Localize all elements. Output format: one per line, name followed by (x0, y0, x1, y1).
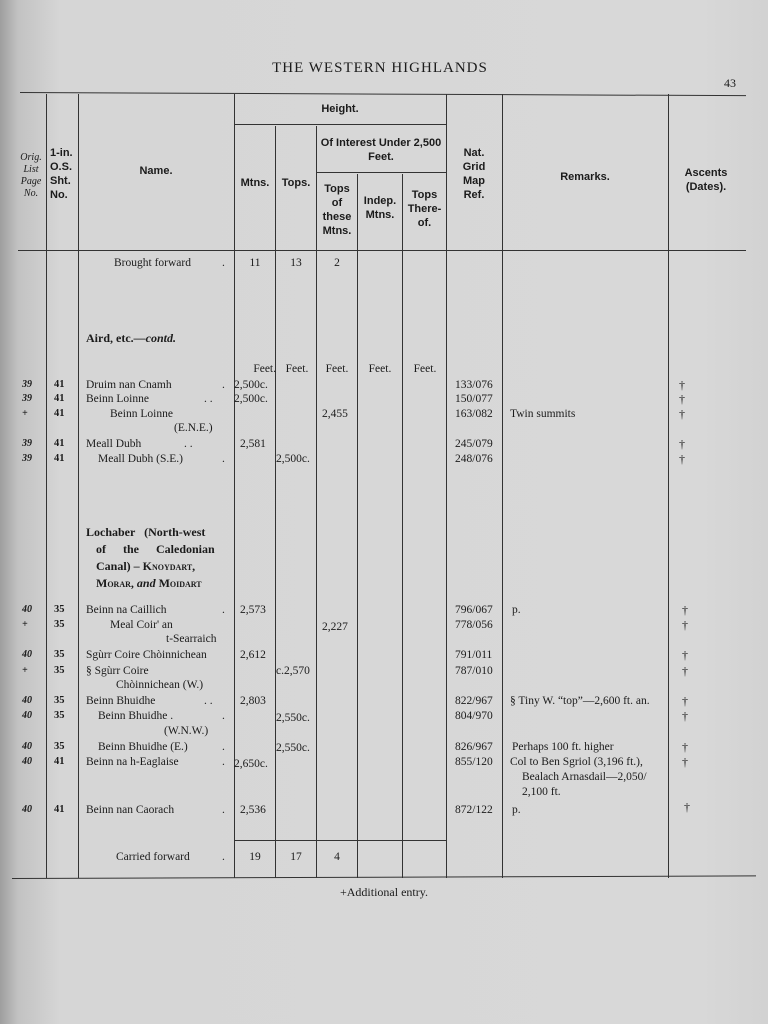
header-tops-thereof: Tops There- of. (407, 189, 442, 229)
brought-forward-label: Brought forward (114, 257, 191, 269)
header-orig-list: Orig. List Page No. (20, 152, 42, 199)
header-name: Name. (139, 165, 173, 177)
unit-label-thereof: Feet. (413, 363, 437, 375)
header-remarks: Remarks. (560, 171, 610, 183)
book-page: THE WESTERN HIGHLANDS 43 Orig. List Page No. 1-in. O.S. Sht. No. Name. Height. Mtns. Tops. Of Interest Under 2,500 Feet. Tops of these Mtns. Indep. Mtns. Tops There- of. Nat. Grid Map Ref. Remarks. Ascents (Dates). Brought forward . 11 13 2 Aird, etc.—contd. Feet. Feet. Feet. Feet. Feet. 39 41 Druim nan Cnamh . 2,500c. 133/076 † 39 41 Beinn Loinne . . 2,500c. 150/077 † + 41 Beinn Loinne (E.N.E.) 2,455 163/082 Twin summits † 39 41 Meall Dubh . . 2,581 245/079 † 39 41 Meall Dubh (S.E.) . 2,500c. 248/076 † Lochaber (North-west of the Caledonian Canal) – Knoydart, Morar, and Moidart 40 35 Beinn na Caillich . 2,573 796/067 p. † + 35 Meal Coir' an t-Searraich 2,227 778/056 † 40 35 Sgùrr Coire Chòinnichean 2,612 791/011 † + 35 § Sgùrr Coire Chòinnichean (W.) c.2,570 787/010 † 40 35 Beinn Bhuidhe . . 2,803 822/967 § Tiny W. “top”—2,600 ft. an. † 40 35 Beinn Bhuidhe . . (W.N.W.) 2,550c. 804/970 † 40 35 Beinn Bhuidhe (E.) . 2,550c. 826/967 Perhaps 100 ft. higher † 40 41 Beinn na h-Eaglaise . 2,650c. 855/120 Col to Ben Sgriol (3,196 ft.), Bealach Arnasdail—2,050/ 2,100 ft. † 40 41 Beinn nan Caorach . 2,536 872/122 p. † Carried forward . 19 17 4 +Additional entry. (0, 0, 768, 1024)
col-rule-orig (46, 94, 47, 878)
footnote: +Additional entry. (340, 885, 428, 899)
carried-forward-tops: 17 (290, 851, 302, 863)
table-top-rule (20, 92, 746, 96)
col-rule-ref (502, 94, 503, 878)
page-number: 43 (724, 76, 736, 90)
page-title: THE WESTERN HIGHLANDS (272, 60, 488, 76)
col-rule-tops (316, 126, 317, 878)
unit-label-indep: Feet. (368, 363, 392, 375)
table-bottom-rule (12, 875, 756, 879)
carried-forward-dot: . (222, 851, 225, 863)
unit-label-tops: Feet. (285, 363, 309, 375)
col-rule-topsof (357, 174, 358, 878)
header-height: Height. (321, 103, 359, 115)
carried-forward-mtns: 19 (249, 851, 261, 863)
brought-forward-mtns: 11 (249, 257, 261, 269)
interest-header-rule (316, 172, 446, 173)
header-mtns: Mtns. (240, 177, 270, 189)
unit-label-mtns: Feet. (253, 363, 276, 375)
brought-forward-dot: . (222, 257, 225, 269)
header-grid-ref: Nat. Grid Map Ref. (462, 147, 486, 201)
brought-forward-tops-of: 2 (334, 257, 340, 269)
col-rule-indep (402, 174, 403, 878)
section-heading-lochaber: Lochaber (North-west of the Caledonian Canal) – Knoydart, Morar, and Moidart (86, 525, 215, 590)
col-rule-sht (78, 94, 79, 878)
height-header-rule (234, 124, 446, 125)
section-heading-aird: Aird, etc.—contd. (86, 331, 176, 345)
col-rule-mtns (275, 126, 276, 878)
header-ascents: Ascents (Dates). (684, 167, 728, 193)
header-tops: Tops. (281, 177, 311, 189)
header-bottom-rule (18, 250, 746, 251)
carried-forward-rule (234, 840, 446, 841)
header-tops-of-these: Tops of these Mtns. (322, 183, 352, 237)
brought-forward-tops: 13 (290, 257, 302, 269)
unit-label-tops-of: Feet. (325, 363, 349, 375)
header-of-interest: Of Interest Under 2,500 Feet. (320, 137, 442, 163)
header-os-sheet: 1-in. O.S. Sht. No. (50, 147, 73, 201)
col-rule-remarks (668, 94, 669, 878)
carried-forward-label: Carried forward (116, 851, 190, 863)
header-indep-mtns: Indep. Mtns. (363, 195, 397, 221)
carried-forward-tops-of: 4 (334, 851, 340, 863)
